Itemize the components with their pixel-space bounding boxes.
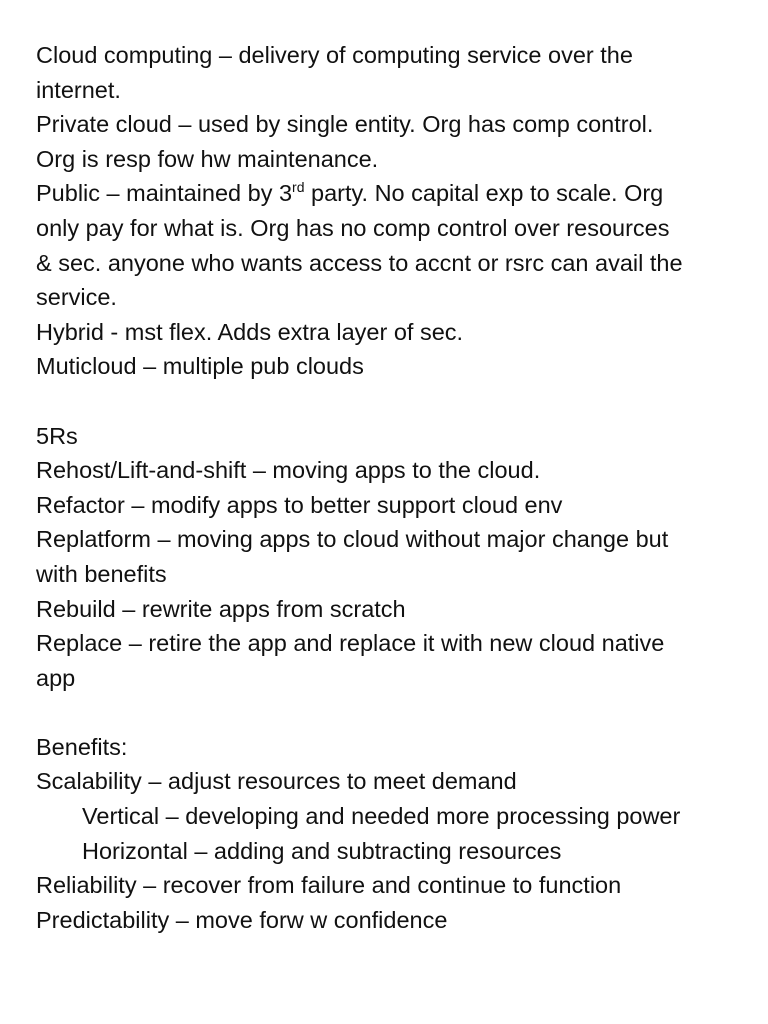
text-line: Predictability – move forw w confidence xyxy=(36,906,448,933)
superscript: rd xyxy=(292,179,305,196)
indented-text-line: Horizontal – adding and subtracting resources xyxy=(82,837,562,864)
text-line: service. xyxy=(36,284,117,311)
text-line xyxy=(36,176,732,211)
section-heading: 5Rs xyxy=(36,422,78,449)
text-line: Hybrid - mst flex. Adds extra layer of sec. xyxy=(36,318,464,345)
text-line: Replace – retire the app and replace it with new cloud native xyxy=(36,630,665,657)
text-line: Replatform – moving apps to cloud without major change but xyxy=(36,526,669,553)
text-line: app xyxy=(36,664,76,691)
section-heading: Benefits: xyxy=(36,733,128,760)
text-line: Cloud computing – delivery of computing service over the xyxy=(36,42,633,68)
text-line: Reliability – recover from failure and continue to function xyxy=(36,872,622,899)
blank-line xyxy=(36,384,732,419)
text-line: Scalability – adjust resources to meet demand xyxy=(36,768,517,795)
text-line: internet. xyxy=(36,76,121,103)
text-line: & sec. anyone who wants access to accnt or rsrc can avail the xyxy=(36,249,683,276)
text-line: Refactor – modify apps to better support cloud env xyxy=(36,491,563,518)
text-line: with benefits xyxy=(36,560,167,587)
indented-text-line: Vertical – developing and needed more processing power xyxy=(82,803,681,830)
text-line: Rebuild – rewrite apps from scratch xyxy=(36,595,406,622)
text-line: Org is resp fow hw maintenance. xyxy=(36,145,379,172)
text-fragment: Public – maintained by 3 xyxy=(36,180,293,207)
text-line: Muticloud – multiple pub clouds xyxy=(36,353,364,380)
text-line: Rehost/Lift-and-shift – moving apps to the cloud. xyxy=(36,457,541,484)
text-line: Private cloud – used by single entity. Org has comp control. xyxy=(36,111,654,138)
text-fragment: party. No capital exp to scale. Org xyxy=(304,180,664,207)
blank-line xyxy=(36,695,732,730)
text-line: only pay for what is. Org has no comp control over resources xyxy=(36,214,670,241)
